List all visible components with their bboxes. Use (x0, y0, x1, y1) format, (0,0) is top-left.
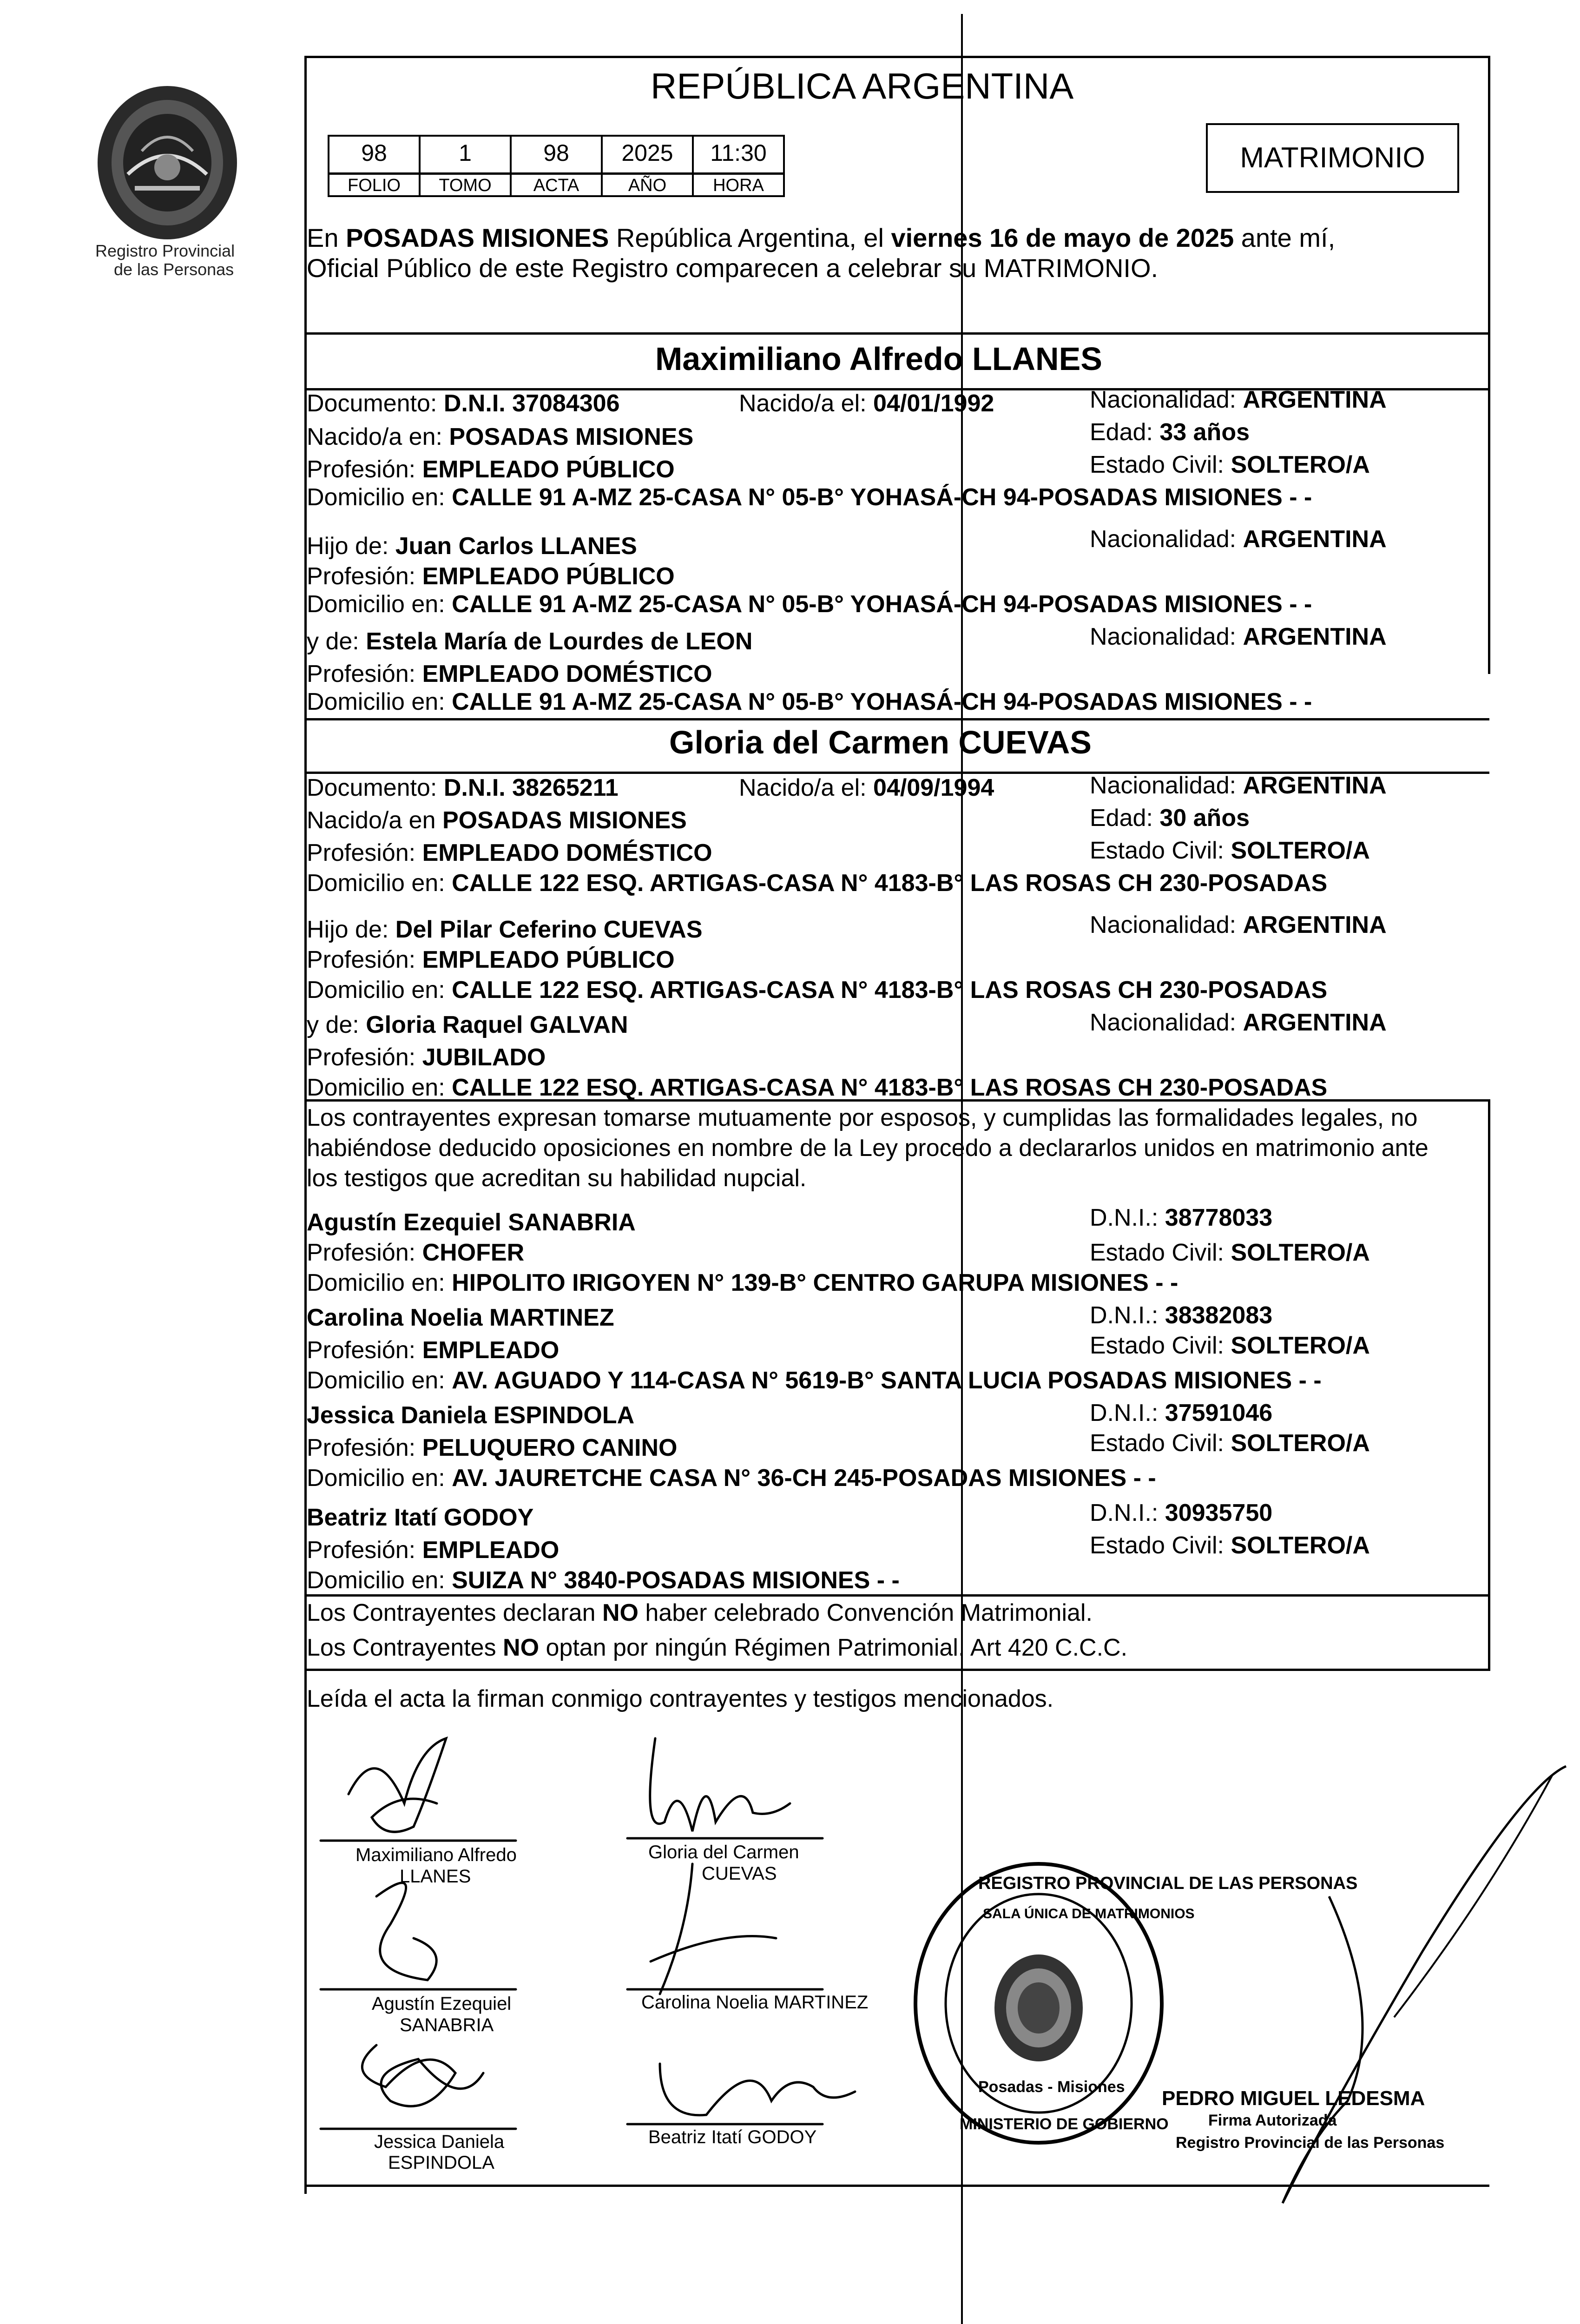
stamp-ring-top: REGISTRO PROVINCIAL DE LAS PERSONAS (978, 1874, 1358, 1893)
party2-age: Edad: 30 años (1090, 805, 1250, 832)
witness-4-name: Beatriz Itatí GODOY (307, 1504, 534, 1531)
officer-title: Firma Autorizada (1208, 2112, 1337, 2129)
sig3-name-b: SANABRIA (400, 2015, 494, 2035)
folio-label: FOLIO (328, 173, 421, 197)
sig6-name: Beatriz Itatí GODOY (648, 2127, 817, 2147)
handwritten-signatures-icon (307, 1720, 1004, 2185)
party2-mother-nationality: Nacionalidad: ARGENTINA (1090, 1009, 1387, 1036)
witness-1-name: Agustín Ezequiel SANABRIA (307, 1209, 636, 1236)
intro-line-2: Oficial Público de este Registro comparecen a celebrar su MATRIMONIO. (307, 253, 1159, 283)
party2-father-address: Domicilio en: CALLE 122 ESQ. ARTIGAS-CASA N° 4183-B° LAS ROSAS CH 230-POSADAS (307, 977, 1328, 1004)
sig1-name-b: LLANES (400, 1866, 471, 1887)
rule-3 (304, 718, 1489, 720)
tomo-label: TOMO (419, 173, 512, 197)
party2-nationality: Nacionalidad: ARGENTINA (1090, 772, 1387, 799)
declaration-line-1: Los contrayentes expresan tomarse mutuamente por esposos, y cumplidas las formalidades legales, no (307, 1104, 1418, 1131)
witness-1-profession: Profesión: CHOFER (307, 1239, 525, 1266)
witness-2-profession: Profesión: EMPLEADO (307, 1337, 560, 1364)
party1-age: Edad: 33 años (1090, 419, 1250, 446)
witness-3-address: Domicilio en: AV. JAURETCHE CASA N° 36-CH 245-POSADAS MISIONES - - (307, 1465, 1156, 1492)
regime-line-2: Los Contrayentes NO optan por ningún Régimen Patrimonial. Art 420 C.C.C. (307, 1634, 1128, 1661)
witness-2-address: Domicilio en: AV. AGUADO Y 114-CASA N° 5619-B° SANTA LUCIA POSADAS MISIONES - - (307, 1367, 1322, 1394)
anio-label: AÑO (601, 173, 694, 197)
officer-name: PEDRO MIGUEL LEDESMA (1162, 2087, 1425, 2110)
stamp-inner: SALA ÚNICA DE MATRIMONIOS (983, 1906, 1195, 1921)
rule-6 (304, 1594, 1489, 1597)
regime-line-1: Los Contrayentes declaran NO haber celebrado Convención Matrimonial. (307, 1599, 1093, 1626)
top-border (304, 56, 1489, 58)
officer-signature-icon (1069, 1757, 1580, 2222)
country-title: REPÚBLICA ARGENTINA (651, 66, 1074, 106)
right-border-2 (1488, 1099, 1490, 1671)
sig2-name-a: Gloria del Carmen (648, 1842, 799, 1862)
witness-3-name: Jessica Daniela ESPINDOLA (307, 1402, 635, 1429)
party2-father-nationality: Nacionalidad: ARGENTINA (1090, 911, 1387, 938)
party2-doc: Documento: D.N.I. 38265211 (307, 774, 619, 801)
party1-father: Hijo de: Juan Carlos LLANES (307, 533, 637, 560)
witness-4-profession: Profesión: EMPLEADO (307, 1537, 560, 1564)
witness-2-name: Carolina Noelia MARTINEZ (307, 1304, 614, 1331)
party1-name: Maximiliano Alfredo LLANES (655, 341, 1102, 377)
sig1-name-a: Maximiliano Alfredo (356, 1845, 517, 1865)
witness-2-civil: Estado Civil: SOLTERO/A (1090, 1332, 1370, 1359)
party1-mother: y de: Estela María de Lourdes de LEON (307, 628, 753, 655)
intro-line-1: En POSADAS MISIONES República Argentina, el viernes 16 de mayo de 2025 ante mí, (307, 223, 1336, 252)
party1-birthplace: Nacido/a en: POSADAS MISIONES (307, 423, 694, 450)
sig5-name-a: Jessica Daniela (374, 2132, 505, 2152)
party1-nationality: Nacionalidad: ARGENTINA (1090, 386, 1387, 413)
party2-mother-profession: Profesión: JUBILADO (307, 1044, 546, 1071)
witness-4-address: Domicilio en: SUIZA N° 3840-POSADAS MISIONES - - (307, 1567, 900, 1594)
party1-doc: Documento: D.N.I. 37084306 (307, 390, 620, 417)
declaration-line-2: habiéndose deducido oposiciones en nombre de la Ley procedo a declararlos unidos en matrimonio ante (307, 1135, 1429, 1162)
party1-address: Domicilio en: CALLE 91 A-MZ 25-CASA N° 05-B° YOHASÁ-CH 94-POSADAS MISIONES - - (307, 484, 1312, 511)
party2-mother-address: Domicilio en: CALLE 122 ESQ. ARTIGAS-CASA N° 4183-B° LAS ROSAS CH 230-POSADAS (307, 1074, 1328, 1101)
party2-name: Gloria del Carmen CUEVAS (669, 724, 1092, 760)
witness-1-civil: Estado Civil: SOLTERO/A (1090, 1239, 1370, 1266)
party2-father: Hijo de: Del Pilar Ceferino CUEVAS (307, 916, 703, 943)
party2-profession: Profesión: EMPLEADO DOMÉSTICO (307, 839, 712, 866)
witness-1-address: Domicilio en: HIPOLITO IRIGOYEN N° 139-B° CENTRO GARUPA MISIONES - - (307, 1269, 1178, 1296)
party1-father-address: Domicilio en: CALLE 91 A-MZ 25-CASA N° 05-B° YOHASÁ-CH 94-POSADAS MISIONES - - (307, 591, 1312, 618)
sig4-name: Carolina Noelia MARTINEZ (641, 1992, 869, 2013)
signatures-area (307, 1720, 1004, 2185)
party1-mother-profession: Profesión: EMPLEADO DOMÉSTICO (307, 660, 712, 687)
party1-father-nationality: Nacionalidad: ARGENTINA (1090, 526, 1387, 553)
provincial-seal (91, 81, 244, 277)
party1-birthdate: Nacido/a el: 04/01/1992 (739, 390, 994, 417)
act-type-box: MATRIMONIO (1206, 123, 1459, 193)
anio-value: 2025 (601, 135, 694, 174)
folio-value: 98 (328, 135, 421, 174)
officer-office: Registro Provincial de las Personas (1176, 2134, 1445, 2152)
party1-profession: Profesión: EMPLEADO PÚBLICO (307, 456, 675, 483)
witness-2-dni: D.N.I.: 38382083 (1090, 1302, 1273, 1329)
party2-birthplace: Nacido/a en POSADAS MISIONES (307, 807, 687, 834)
tomo-value: 1 (419, 135, 512, 174)
hora-value: 11:30 (692, 135, 785, 174)
party2-civil-status: Estado Civil: SOLTERO/A (1090, 837, 1370, 864)
closing-text: Leída el acta la firman conmigo contrayentes y testigos mencionados. (307, 1685, 1054, 1712)
witness-3-dni: D.N.I.: 37591046 (1090, 1400, 1273, 1426)
witness-3-civil: Estado Civil: SOLTERO/A (1090, 1430, 1370, 1457)
acta-value: 98 (510, 135, 603, 174)
stamp-city: Posadas - Misiones (978, 2078, 1125, 2096)
party2-address: Domicilio en: CALLE 122 ESQ. ARTIGAS-CASA N° 4183-B° LAS ROSAS CH 230-POSADAS (307, 870, 1328, 897)
witness-3-profession: Profesión: PELUQUERO CANINO (307, 1434, 678, 1461)
party1-father-profession: Profesión: EMPLEADO PÚBLICO (307, 563, 675, 590)
party1-civil-status: Estado Civil: SOLTERO/A (1090, 451, 1370, 478)
right-border (1488, 56, 1490, 674)
party2-mother: y de: Gloria Raquel GALVAN (307, 1011, 628, 1038)
witness-4-civil: Estado Civil: SOLTERO/A (1090, 1532, 1370, 1559)
sig5-name-b: ESPINDOLA (388, 2152, 494, 2173)
witness-1-dni: D.N.I.: 38778033 (1090, 1204, 1273, 1231)
rule-1 (304, 332, 1489, 335)
acta-label: ACTA (510, 173, 603, 197)
party1-mother-address: Domicilio en: CALLE 91 A-MZ 25-CASA N° 05-B° YOHASÁ-CH 94-POSADAS MISIONES - - (307, 688, 1312, 715)
rule-7 (304, 1669, 1489, 1671)
sig3-name-a: Agustín Ezequiel (372, 1994, 512, 2014)
seal-caption-2: de las Personas (114, 260, 234, 279)
declaration-line-3: los testigos que acreditan su habilidad nupcial. (307, 1165, 807, 1192)
witness-4-dni: D.N.I.: 30935750 (1090, 1499, 1273, 1526)
stamp-ring-bottom: MINISTERIO DE GOBIERNO (960, 2115, 1169, 2133)
seal-caption-1: Registro Provincial (95, 241, 235, 260)
party1-mother-nationality: Nacionalidad: ARGENTINA (1090, 623, 1387, 650)
sig2-name-b: CUEVAS (702, 1863, 777, 1884)
party2-birthdate: Nacido/a el: 04/09/1994 (739, 774, 994, 801)
party2-father-profession: Profesión: EMPLEADO PÚBLICO (307, 946, 675, 973)
hora-label: HORA (692, 173, 785, 197)
